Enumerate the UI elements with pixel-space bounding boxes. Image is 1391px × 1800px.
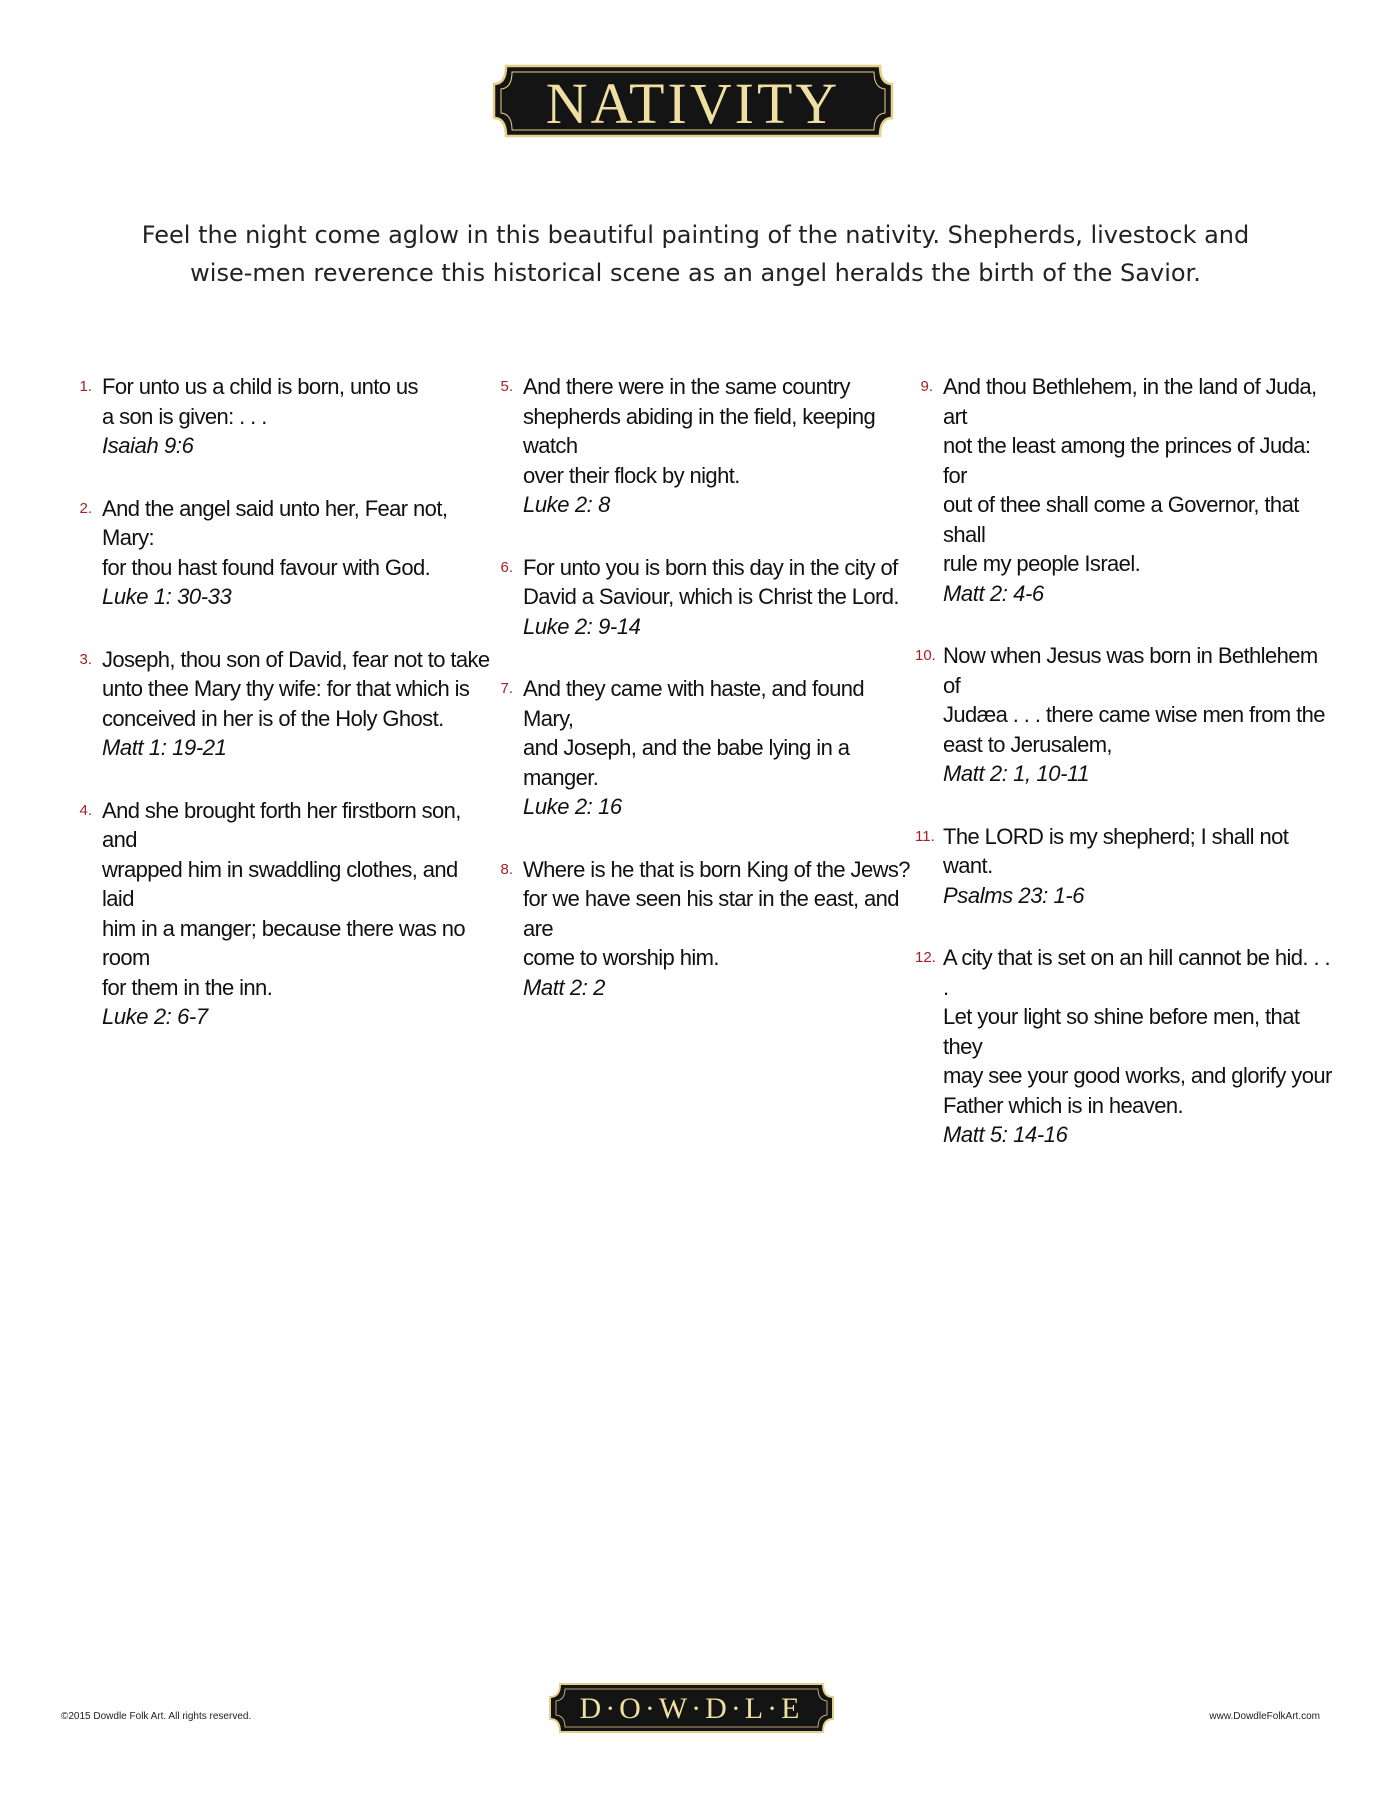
scripture-entry-3 <box>74 645 494 763</box>
verse-line: not the least among the princes of Juda: for <box>943 433 1311 488</box>
scripture-column-2 <box>495 372 915 1035</box>
verse-line: And there were in the same country <box>523 374 850 399</box>
entry-number: 6. <box>500 558 513 576</box>
scripture-reference: Isaiah 9:6 <box>102 433 194 458</box>
scripture-entry-8 <box>495 855 915 1003</box>
verse-line: And she brought forth her firstborn son, and <box>102 797 461 852</box>
intro-line-2: wise-men reverence this historical scene as an angel heralds the birth of the Savior. <box>190 259 1201 287</box>
verse-line: And thou Bethlehem, in the land of Juda, art <box>943 374 1317 429</box>
scripture-reference: Matt 5: 14-16 <box>943 1122 1068 1147</box>
verse-line: shepherds abiding in the field, keeping watch <box>523 403 876 458</box>
verse-line: A city that is set on an hill cannot be hid. . . . <box>943 945 1330 1000</box>
verse-line: For unto you is born this day in the city of <box>523 554 898 580</box>
scripture-reference: Matt 2: 2 <box>523 974 605 1000</box>
scripture-reference: Luke 2: 8 <box>523 492 610 517</box>
entry-number: 1. <box>79 378 92 395</box>
verse-line: conceived in her is of the Holy Ghost. <box>102 705 444 731</box>
scripture-entry-5 <box>495 372 915 520</box>
verse-line: Now when Jesus was born in Bethlehem of <box>943 643 1318 698</box>
title-plaque <box>488 60 898 142</box>
verse-line: wrapped him in swaddling clothes, and laid <box>102 856 458 911</box>
scripture-reference: Matt 1: 19-21 <box>102 735 227 760</box>
scripture-entry-12 <box>915 943 1335 1150</box>
verse-line: Joseph, thou son of David, fear not to take <box>102 646 490 672</box>
verse-line: and Joseph, and the babe lying in a manger. <box>523 735 850 790</box>
verse-line: Father which is in heaven. <box>943 1092 1183 1118</box>
verse-line: Where is he that is born King of the Jews? <box>523 856 910 882</box>
scripture-column-3 <box>915 372 1335 1183</box>
verse-line: Judæa . . . there came wise men from the <box>943 702 1325 727</box>
entry-number: 10. <box>915 647 936 664</box>
scripture-column-1 <box>74 372 494 1065</box>
dowdle-logo <box>546 1680 837 1736</box>
scripture-reference: Psalms 23: 1-6 <box>943 882 1085 908</box>
logo-wordmark: D·O·W·D·L·E <box>579 1692 804 1725</box>
scripture-reference: Luke 2: 16 <box>523 794 622 819</box>
scripture-reference: Matt 2: 4-6 <box>943 580 1044 606</box>
scripture-entry-1 <box>74 372 494 461</box>
website-url[interactable]: www.DowdleFolkArt.com <box>1209 1711 1320 1722</box>
scripture-reference: Luke 2: 9-14 <box>523 613 641 639</box>
scripture-reference: Luke 2: 6-7 <box>102 1004 208 1029</box>
entry-number: 4. <box>79 801 92 819</box>
verse-line: for we have seen his star in the east, and are <box>523 886 899 941</box>
entry-number: 2. <box>79 499 92 517</box>
verse-line: Let your light so shine before men, that they <box>943 1004 1300 1059</box>
scripture-entry-4 <box>74 796 494 1032</box>
verse-line: may see your good works, and glorify your <box>943 1063 1332 1088</box>
verse-line: come to worship him. <box>523 945 719 970</box>
copyright-notice: ©2015 Dowdle Folk Art. All rights reserved. <box>61 1711 252 1722</box>
entry-number: 8. <box>500 860 513 878</box>
scripture-entry-7 <box>495 674 915 822</box>
scripture-entry-10 <box>915 641 1335 789</box>
verse-line: for thou hast found favour with God. <box>102 554 431 580</box>
entry-number: 11. <box>915 827 935 845</box>
entry-number: 7. <box>500 680 513 697</box>
verse-line: The LORD is my shepherd; I shall not want. <box>943 823 1289 878</box>
verse-line: And they came with haste, and found Mary, <box>523 676 865 731</box>
verse-line: rule my people Israel. <box>943 551 1141 576</box>
verse-line: out of thee shall come a Governor, that shall <box>943 492 1299 547</box>
verse-line: east to Jerusalem, <box>943 731 1112 757</box>
entry-number: 5. <box>500 378 513 395</box>
intro-paragraph <box>120 216 1271 292</box>
scripture-entry-6 <box>495 553 915 642</box>
scripture-reference: Matt 2: 1, 10-11 <box>943 761 1090 786</box>
scripture-reference: Luke 1: 30-33 <box>102 584 232 609</box>
verse-line: David a Saviour, which is Christ the Lord. <box>523 584 899 609</box>
entry-number: 9. <box>920 378 933 395</box>
intro-line-1: Feel the night come aglow in this beautiful painting of the nativity. Shepherds, livestock and <box>141 221 1250 249</box>
verse-line: a son is given: . . . <box>102 403 267 429</box>
scripture-entry-9 <box>915 372 1335 608</box>
entry-number: 12. <box>915 949 936 966</box>
verse-line: unto thee Mary thy wife: for that which is <box>102 676 470 701</box>
scripture-entry-2 <box>74 494 494 612</box>
verse-line: over their flock by night. <box>523 462 740 488</box>
verse-line: For unto us a child is born, unto us <box>102 374 418 399</box>
entry-number: 3. <box>79 650 92 668</box>
scripture-entry-11 <box>915 822 1335 911</box>
verse-line: for them in the inn. <box>102 974 273 1000</box>
verse-line: him in a manger; because there was no room <box>102 915 466 970</box>
verse-line: And the angel said unto her, Fear not, Mary: <box>102 495 448 550</box>
page-title: NATIVITY <box>545 70 841 136</box>
